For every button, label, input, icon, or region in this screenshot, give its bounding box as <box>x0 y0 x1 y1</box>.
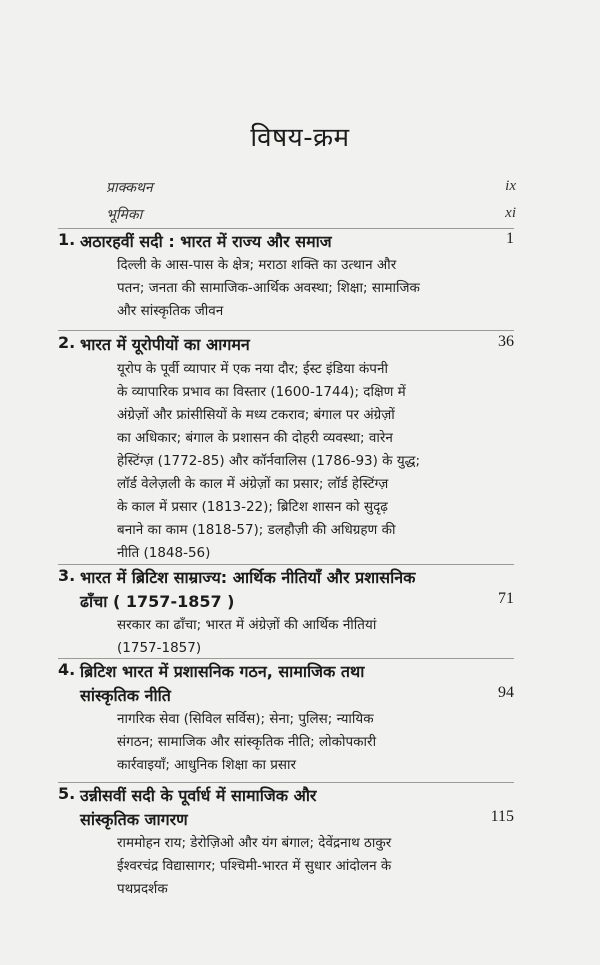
chapter-page: 71 <box>498 590 514 607</box>
chapter-title-line: ब्रिटिश भारत में प्रशासनिक गठन, सामाजिक तथा <box>80 662 365 681</box>
chapter-title <box>80 660 364 708</box>
description-line: सरकार का ढाँचा; भारत में अंग्रेज़ों की आर्थिक नीतियां <box>117 617 377 633</box>
divider <box>58 658 514 659</box>
chapter-title-line: सांस्कृतिक जागरण <box>80 810 188 829</box>
chapter-number: 5. <box>58 784 76 803</box>
description-line: कार्रवाइयाँ; आधुनिक शिक्षा का प्रसार <box>117 757 297 773</box>
chapter-description <box>117 708 517 777</box>
description-line: दिल्ली के आस-पास के क्षेत्र; मराठा शक्ति का उत्थान और <box>117 257 397 273</box>
divider <box>58 564 514 565</box>
chapter-page: 94 <box>498 684 514 701</box>
chapter-number: 1. <box>58 230 76 249</box>
chapter-title-line: भारत में यूरोपीयों का आगमन <box>80 335 250 354</box>
chapter-title <box>80 333 250 357</box>
chapter-title-line: अठारहवीं सदी : भारत में राज्य और समाज <box>80 232 332 251</box>
divider <box>58 330 514 331</box>
divider <box>58 228 514 229</box>
description-line: और सांस्कृतिक जीवन <box>117 303 224 319</box>
chapter-page: 1 <box>506 230 514 247</box>
chapter-number: 2. <box>58 333 76 352</box>
chapter-page: 36 <box>498 333 514 350</box>
chapter-title-line: भारत में ब्रिटिश साम्राज्य: आर्थिक नीतियाँ और प्रशासनिक <box>80 568 416 587</box>
description-line: का अधिकार; बंगाल के प्रशासन की दोहरी व्यवस्था; वारेन <box>117 430 393 446</box>
prelim-label: भूमिका <box>106 207 143 223</box>
chapter-description <box>117 358 517 565</box>
prelim-label: प्राक्कथन <box>106 180 153 196</box>
description-line: पतन; जनता की सामाजिक-आर्थिक अवस्था; शिक्षा; सामाजिक <box>117 280 420 296</box>
chapter-title-line: उन्नीसवीं सदी के पूर्वार्ध में सामाजिक और <box>80 786 317 805</box>
description-line: राममोहन राय; डेरोज़िओ और यंग बंगाल; देवेंद्रनाथ ठाकुर <box>117 835 392 851</box>
description-line: ईश्वरचंद्र विद्यासागर; पश्चिमी-भारत में सुधार आंदोलन के <box>117 858 392 874</box>
chapter-title <box>80 230 332 254</box>
chapter-number: 4. <box>58 660 76 679</box>
chapter-title <box>80 566 415 614</box>
description-line: नागरिक सेवा (सिविल सर्विस); सेना; पुलिस; न्यायिक <box>117 711 374 727</box>
description-line: नीति (1848-56) <box>117 545 211 561</box>
chapter-description <box>117 254 517 323</box>
chapter-title <box>80 784 316 832</box>
description-line: (1757-1857) <box>117 640 202 656</box>
prelim-page: xi <box>505 205 516 221</box>
description-line: पथप्रदर्शक <box>117 881 168 897</box>
prelim-page: ix <box>505 178 516 194</box>
chapter-number: 3. <box>58 566 76 585</box>
description-line: अंग्रेज़ों और फ्रांसीसियों के मध्य टकराव; बंगाल पर अंग्रेज़ों <box>117 407 395 423</box>
description-line: हेस्टिंग्ज़ (1772-85) और कॉर्नवालिस (1786-93) के युद्ध; <box>117 453 421 469</box>
description-line: यूरोप के पूर्वी व्यापार में एक नया दौर; ईस्ट इंडिया कंपनी <box>117 361 388 377</box>
chapter-title-line: सांस्कृतिक नीति <box>80 686 171 705</box>
divider <box>58 782 514 783</box>
description-line: के काल में प्रसार (1813-22); ब्रिटिश शासन को सुदृढ़ <box>117 499 388 515</box>
description-line: के व्यापारिक प्रभाव का विस्तार (1600-1744); दक्षिण में <box>117 384 406 400</box>
chapter-description <box>117 832 517 901</box>
description-line: लॉर्ड वेलेज़ली के काल में अंग्रेज़ों का प्रसार; लॉर्ड हेस्टिंग्ज़ <box>117 476 389 492</box>
chapter-page: 115 <box>490 808 514 825</box>
chapter-description <box>117 614 517 660</box>
description-line: बनाने का काम (1818-57); डलहौज़ी की अधिग्रहण की <box>117 522 396 538</box>
page-title: विषय-क्रम <box>250 123 350 153</box>
chapter-title-line: ढाँचा ( 1757-1857 ) <box>80 592 235 611</box>
description-line: संगठन; सामाजिक और सांस्कृतिक नीति; लोकोपकारी <box>117 734 377 750</box>
